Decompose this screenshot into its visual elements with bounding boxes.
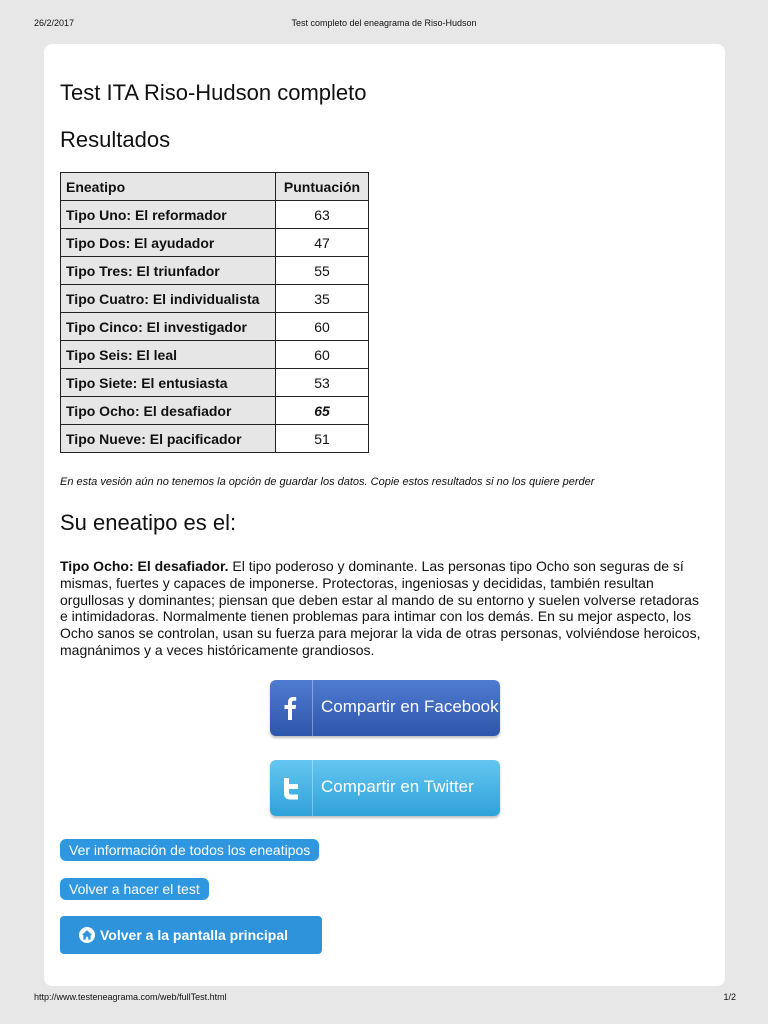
row-score: 35: [276, 285, 369, 313]
enneatype-description: [60, 558, 708, 659]
row-type: Tipo Cinco: El investigador: [61, 313, 276, 341]
table-row: [61, 313, 369, 341]
facebook-icon: [270, 680, 313, 736]
column-header-type: Eneatipo: [61, 173, 276, 201]
row-score: 60: [276, 341, 369, 369]
share-twitter-button[interactable]: [270, 760, 500, 816]
row-type: Tipo Tres: El triunfador: [61, 257, 276, 285]
table-header-row: [61, 173, 369, 201]
share-facebook-button[interactable]: [270, 680, 500, 736]
row-score: 47: [276, 229, 369, 257]
table-row: [61, 257, 369, 285]
table-row: [61, 201, 369, 229]
share-facebook-label: Compartir en Facebook: [321, 697, 499, 716]
all-types-info-button[interactable]: Ver información de todos los eneatipos: [60, 839, 319, 861]
table-row: [61, 369, 369, 397]
table-row-highlight: [61, 397, 369, 425]
row-type: Tipo Ocho: El desafiador: [61, 397, 276, 425]
row-score: 51: [276, 425, 369, 453]
print-url: http://www.testeneagrama.com/web/fullTest.html: [34, 992, 227, 1002]
row-score: 53: [276, 369, 369, 397]
home-icon: [78, 927, 96, 943]
column-header-score: Puntuación: [276, 173, 369, 201]
home-button[interactable]: [60, 916, 322, 954]
row-type: Tipo Uno: El reformador: [61, 201, 276, 229]
row-type: Tipo Siete: El entusiasta: [61, 369, 276, 397]
table-row: [61, 425, 369, 453]
row-type: Tipo Seis: El leal: [61, 341, 276, 369]
row-score: 60: [276, 313, 369, 341]
description-text: El tipo poderoso y dominante. Las personas tipo Ocho son seguras de sí mismas, fuertes y capaces de imponerse. Protectoras, ingeniosas y decididas, también resultan orgullosas y dominantes; piensan que deben estar al mando de su entorno y suelen volverse retadoras e intimidadoras. Normalmente tienen problemas para intimar con los demás. En su mejor aspecto, los Ocho sanos se controlan, usan su fuerza para mejorar la vida de otras personas, volviéndose heroicos, magnánimos y a veces históricamente grandiosos.: [60, 558, 701, 658]
results-heading: Resultados: [60, 127, 171, 152]
row-score-highlight: 65: [276, 397, 369, 425]
save-note: En esta vesión aún no tenemos la opción de guardar los datos. Copie estos resultados si no los quiere perder: [60, 476, 595, 488]
print-header: [0, 0, 768, 44]
row-score: 63: [276, 201, 369, 229]
twitter-icon: [270, 760, 313, 816]
print-title: Test completo del eneagrama de Riso-Hudson: [291, 18, 477, 28]
content-card: [44, 44, 725, 986]
home-button-label: Volver a la pantalla principal: [100, 927, 289, 943]
table-row: [61, 285, 369, 313]
print-page-number: 1/2: [723, 992, 736, 1002]
table-row: [61, 341, 369, 369]
share-twitter-label: Compartir en Twitter: [321, 777, 474, 796]
table-row: [61, 229, 369, 257]
row-type: Tipo Cuatro: El individualista: [61, 285, 276, 313]
page-title: Test ITA Riso-Hudson completo: [60, 80, 367, 105]
retake-test-button[interactable]: Volver a hacer el test: [60, 878, 209, 900]
row-type: Tipo Nueve: El pacificador: [61, 425, 276, 453]
description-title: Tipo Ocho: El desafiador.: [60, 558, 229, 574]
print-date: 26/2/2017: [34, 18, 75, 28]
row-type: Tipo Dos: El ayudador: [61, 229, 276, 257]
row-score: 55: [276, 257, 369, 285]
enneatype-heading: Su eneatipo es el:: [60, 510, 237, 535]
results-table: [60, 172, 369, 453]
